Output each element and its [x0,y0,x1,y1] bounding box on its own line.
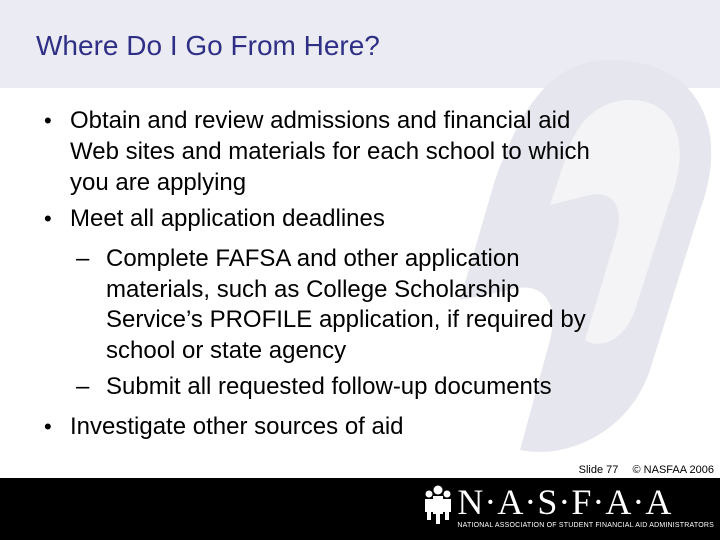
slide-footer [579,464,714,476]
sub-bullet-text: Complete FAFSA and other application [106,245,520,272]
people-group-icon [423,484,453,526]
sub-bullet-text: Submit all requested follow-up documents [106,373,552,400]
slide-title: Where Do I Go From Here? [36,30,380,61]
sub-bullet-text: materials, such as College Scholarship [106,276,520,303]
bullet-text: Meet all application deadlines [70,205,385,232]
bullet-marker: • [44,414,52,439]
sub-bullet-marker: – [76,245,90,272]
bullet-text: you are applying [70,169,247,196]
logo-text [457,484,714,529]
nasfaa-logo [423,484,714,536]
sub-bullet-text: Service’s PROFILE application, if required by [106,306,586,333]
slide-number: Slide 77 [578,464,619,476]
bullet-marker: • [44,206,52,231]
bullet-marker: • [44,108,52,133]
sub-bullet-text: school or state agency [106,337,347,364]
bullet-text: Investigate other sources of aid [70,413,404,440]
logo-subtitle: NATIONAL ASSOCIATION OF STUDENT FINANCIAL AID ADMINISTRATORS [457,522,714,529]
bullet-text: Obtain and review admissions and financial aid [70,107,571,134]
logo-wordmark: N·A·S·F·A·A [457,482,673,522]
copyright: © NASFAA 2006 [632,464,714,476]
sub-bullet-marker: – [76,373,90,400]
bullet-text: Web sites and materials for each school to which [70,138,590,165]
